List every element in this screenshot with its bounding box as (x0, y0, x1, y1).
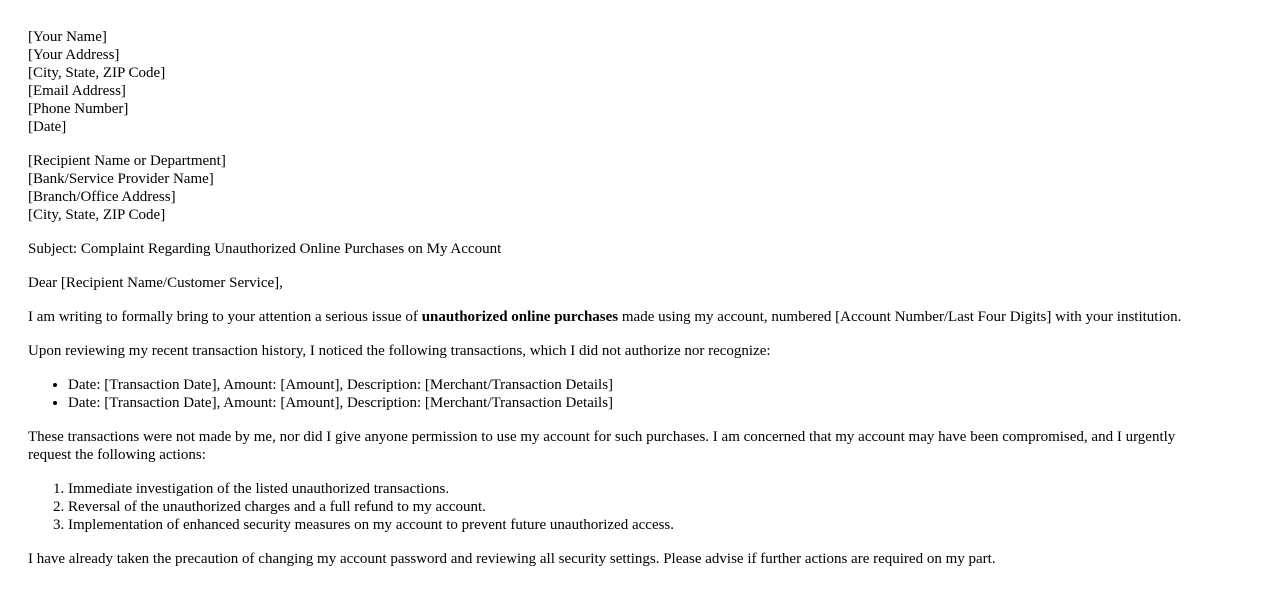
letter-date: [Date] (28, 119, 67, 135)
requested-actions-list (28, 480, 1208, 534)
intro-text-before: I am writing to formally bring to your attention a serious issue of (28, 309, 422, 325)
intro-text-after: made using my account, numbered [Account Number/Last Four Digits] with your institution. (618, 309, 1182, 325)
recipient-block (28, 152, 1208, 224)
recipient-address: [Branch/Office Address] (28, 189, 176, 205)
precaution-paragraph: I have already taken the precaution of changing my account password and reviewing all security settings. Please advise if further actions are required on my part. (28, 551, 996, 567)
intro-paragraph (28, 308, 1208, 326)
sender-city-state-zip: [City, State, ZIP Code] (28, 65, 166, 81)
review-paragraph: Upon reviewing my recent transaction history, I noticed the following transactions, which I did not authorize nor recognize: (28, 343, 771, 359)
recipient-name: [Recipient Name or Department] (28, 153, 226, 169)
salutation: Dear [Recipient Name/Customer Service], (28, 275, 283, 291)
action-item: 1. Immediate investigation of the listed unauthorized transactions. (68, 480, 1208, 498)
recipient-organization: [Bank/Service Provider Name] (28, 171, 214, 187)
sender-block (28, 28, 1208, 136)
sender-email: [Email Address] (28, 83, 126, 99)
action-item: 3. Implementation of enhanced security measures on my account to prevent future unauthorized access. (68, 516, 1208, 534)
sender-address: [Your Address] (28, 47, 120, 63)
transaction-list (28, 376, 1208, 412)
sender-name: [Your Name] (28, 29, 107, 45)
recipient-city-state-zip: [City, State, ZIP Code] (28, 207, 166, 223)
intro-emphasis: unauthorized online purchases (421, 309, 619, 325)
transaction-item: • Date: [Transaction Date], Amount: [Amount], Description: [Merchant/Transaction Details] (68, 376, 1208, 394)
transaction-item: • Date: [Transaction Date], Amount: [Amount], Description: [Merchant/Transaction Details] (68, 394, 1208, 412)
subject-line: Subject: Complaint Regarding Unauthorized Online Purchases on My Account (28, 241, 502, 257)
action-item: 2. Reversal of the unauthorized charges and a full refund to my account. (68, 498, 1208, 516)
sender-phone: [Phone Number] (28, 101, 129, 117)
concern-paragraph: These transactions were not made by me, nor did I give anyone permission to use my account for such purchases. I am concerned that my account may have been compromised, and I urgently request the following actions: (28, 429, 1176, 463)
